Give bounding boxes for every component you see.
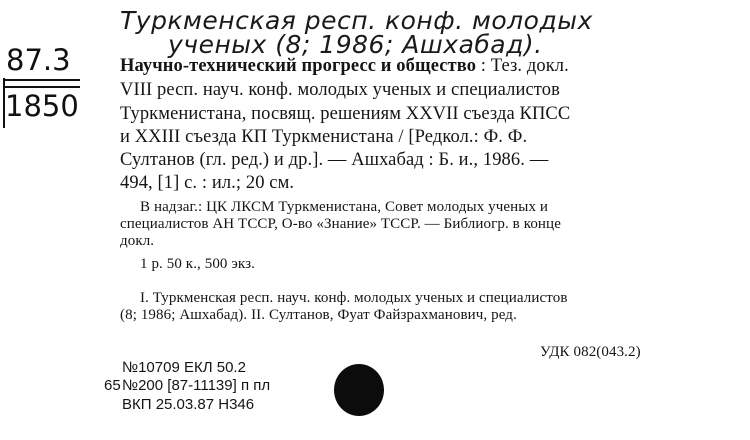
note-line-3: докл.: [120, 233, 155, 249]
udk-code: УДК 082(043.2): [540, 344, 641, 360]
technical-line-1: №10709 ЕКЛ 50.2: [122, 359, 246, 376]
tracings-line-1: I. Туркменская респ. науч. конф. молодых ученых и специалистов: [140, 290, 568, 306]
technical-line-3: ВКП 25.03.87 Н346: [122, 396, 255, 413]
main-entry-line-2: VIII респ. науч. конф. молодых ученых и специалистов: [120, 80, 560, 100]
technical-line-2: №200 [87-11139] п пл: [122, 377, 271, 394]
tracings-line-2: (8; 1986; Ашхабад). II. Султанов, Фуат Файзрахманович, ред.: [120, 307, 517, 323]
main-entry-line-3: Туркменистана, посвящ. решениям XXVII съезда КПСС: [120, 104, 571, 124]
ink-blot: [334, 364, 384, 416]
note-line-1: В надзаг.: ЦК ЛКСМ Туркменистана, Совет молодых ученых и: [140, 199, 549, 215]
shelfmark-divider-lower: [4, 86, 80, 88]
main-entry-line-4: и XXIII съезда КП Туркменистана / [Редкол.: Ф. Ф.: [120, 127, 528, 147]
handwritten-heading-line-2: ученых (8; 1986; Ашхабад).: [168, 30, 543, 59]
main-entry-line-1: [120, 56, 569, 77]
handwritten-heading-line-1: Туркменская респ. конф. молодых: [120, 6, 593, 35]
main-entry-line-5: Султанов (гл. ред.) и др.]. — Ашхабад : Б. и., 1986. —: [120, 150, 549, 170]
title: Научно-технический прогресс и общество: [120, 56, 477, 76]
shelfmark-divider-upper: [4, 79, 80, 81]
main-entry-line-6: 494, [1] с. : ил.; 20 см.: [120, 173, 295, 193]
shelfmark-author-number: 1850: [5, 89, 79, 123]
technical-line-2-prefix: 65: [104, 377, 121, 394]
main-entry-line-1-rest: : Тез. докл.: [476, 56, 569, 76]
shelfmark-classification: 87.3: [6, 43, 71, 77]
note-line-2: специалистов АН ТССР, О-во «Знание» ТССР. — Библиогр. в конце: [120, 216, 561, 232]
price-and-print-run: 1 р. 50 к., 500 экз.: [140, 256, 255, 272]
